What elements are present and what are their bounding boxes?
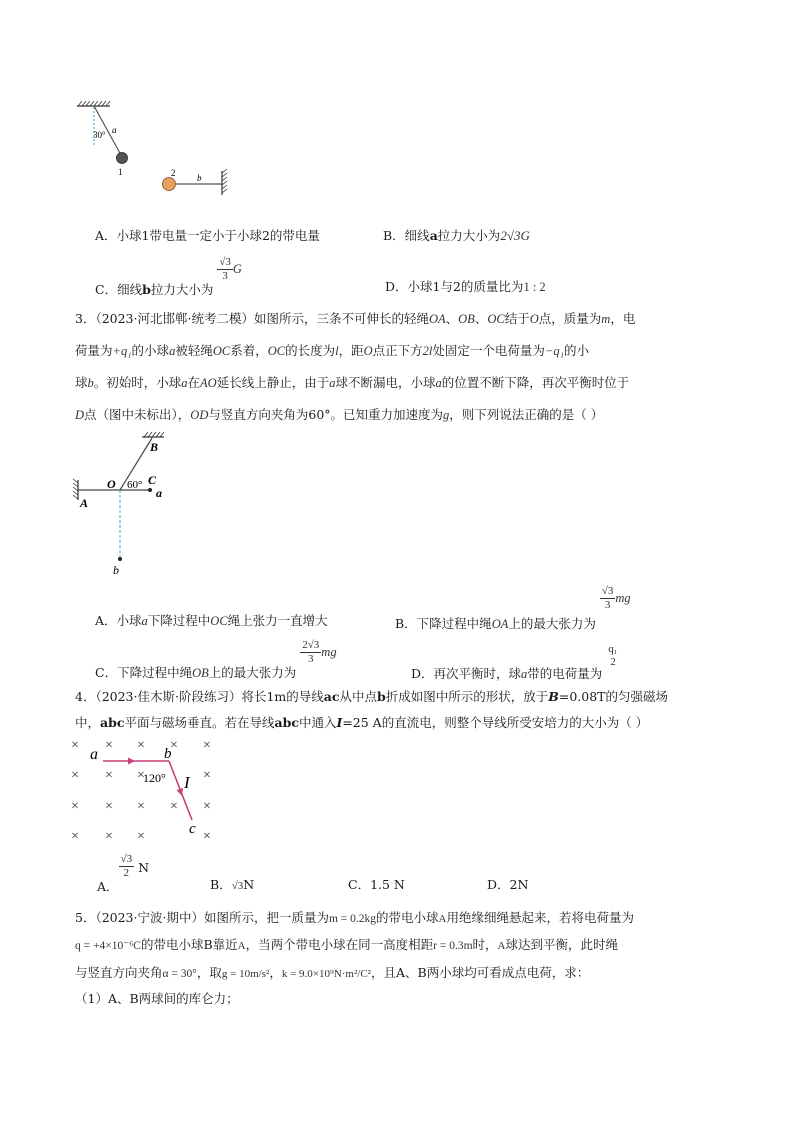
label-a-wall: A [80,496,89,510]
label-c: C [148,473,157,487]
label-60-angle: 60° [127,479,143,491]
wire-ab-arrow [128,758,135,765]
q2-option-b-value: 2√3G [500,228,530,243]
label-b: b [164,746,172,762]
q3-line-4: D点（图中未标出），OD与竖直方向夹角为60°。已知重力加速度为g，则下列说法正确的是（ ） [75,407,604,422]
ball-1-label: 1 [118,167,123,177]
q4-option-a-fraction: $\frac{√3}{2}$ [120,853,133,879]
svg-text:×: × [105,768,113,783]
q4-line-1: 4．（2023·佳木斯·阶段练习）将长1m的导线ac从中点b折成如图中所示的形状，放于B=0.08T的匀强磁场 [75,689,669,704]
svg-text:×: × [71,829,79,844]
svg-text:×: × [71,738,79,753]
label-b-point: B [150,440,159,454]
ceiling-b-hatch [144,432,164,437]
figure-pendulum-balls [70,95,240,195]
q2-option-d-value: 1 : 2 [523,280,546,294]
q4-line-2: 中，abc平面与磁场垂直。若在导线abc中通入I=25 A的直流电，则整个导线所受安培力的大小为（ ） [75,715,649,730]
svg-text:×: × [137,738,145,753]
svg-text:×: × [105,799,113,814]
string-b-label: b [197,173,202,183]
figure-q3-ropes [70,430,200,580]
q3-option-b-fraction: $\frac{√3}{3}$ [601,585,614,611]
q5-line-3: 与竖直方向夹角α = 30°，取g = 10m/s²，k = 9.0×10⁹N·m²/C²，且A、B两小球均可看成点电荷，求： [75,965,590,980]
wall-a-hatch [73,479,78,499]
svg-text:×: × [105,829,113,844]
q4-option-c: C．1.5 N [348,877,405,892]
q4-option-d: D．2N [487,877,529,892]
svg-text:×: × [203,768,211,783]
q3-option-b: B．下降过程中绳OA上的最大张力为 $\frac{√3}{3}$ mg [395,585,631,631]
label-b-ball: b [113,563,119,577]
q3-option-a: A．小球a下降过程中OC绳上张力一直增大 [95,613,328,628]
q2-option-c: C．细线b拉力大小为 $\frac{√3}{3}$ G [95,256,242,297]
q5-line-1: 5．（2023·宁波·期中）如图所示，把一质量为m = 0.2kg的带电小球A用绝缘细绳悬起来，若将电荷量为 [75,910,635,925]
label-c: c [189,821,196,837]
label-a-ball: a [156,486,162,500]
svg-text:×: × [71,799,79,814]
ball-2 [163,178,176,191]
q4-option-a: A． $\frac{√3}{2}$ N [97,853,149,894]
q3-line-3: 球b。初始时，小球a在AO延长线上静止，由于a球不断漏电，小球a的位置不断下降，再次平衡时位于 [75,375,630,390]
q4-option-b: B．√3N [210,877,255,892]
figure-q4-magnetic-field [65,733,225,848]
q3-line-2: 荷量为+q₁的小球a被轻绳OC系着，OC的长度为l，距O点正下方2l处固定一个电荷量为−q₁的小 [75,343,589,358]
svg-text:×: × [203,829,211,844]
svg-text:×: × [71,768,79,783]
q2-option-d: D．小球1与2的质量比为1 : 2 [385,279,546,294]
wire-bc-arrow [177,788,184,796]
svg-text:×: × [105,738,113,753]
ball-2-label: 2 [171,168,176,178]
label-current-i: I [184,773,190,792]
ball-1 [117,153,128,164]
ball-a [148,488,152,492]
svg-text:×: × [137,799,145,814]
wall-hatch [222,169,227,193]
q2-option-b: B．细线a拉力大小为2√3G [383,228,530,243]
q3-option-d: D．再次平衡时，球a带的电荷量为 q₁ 2 [411,643,618,681]
svg-text:×: × [170,738,178,753]
svg-text:×: × [203,738,211,753]
q2-option-a: A．小球1带电量一定小于小球2的带电量 [95,228,320,243]
svg-text:×: × [170,799,178,814]
q3-option-c: C．下降过程中绳OB上的最大张力为 $\frac{2√3}{3}$ mg [95,639,337,680]
q2-option-c-fraction: $\frac{√3}{3}$ [219,256,231,282]
q3-line-1: 3．（2023·河北邯郸·统考二模）如图所示，三条不可伸长的轻绳OA、OB、OC结于O点，质量为m，电 [75,311,636,326]
angle-30-label: 30° [93,130,106,140]
svg-text:×: × [137,768,145,783]
ceiling-hatch [78,101,110,106]
label-o: O [107,477,116,491]
string-a-label: a [112,125,117,135]
q5-line-2: q = +4×10⁻⁶C的带电小球B靠近A，当两个带电小球在同一高度相距r = 0.3m时，A球达到平衡，此时绳 [75,937,618,952]
q5-subquestion-1: （1）A、B两球间的库仑力； [75,991,239,1006]
label-a: a [90,746,98,763]
svg-text:×: × [203,799,211,814]
q3-option-d-fraction: q₁ 2 [608,643,618,668]
ball-b [118,557,122,561]
q3-option-c-fraction: $\frac{2√3}{3}$ [302,639,320,665]
svg-text:×: × [137,829,145,844]
label-120-angle: 120° [143,771,166,785]
